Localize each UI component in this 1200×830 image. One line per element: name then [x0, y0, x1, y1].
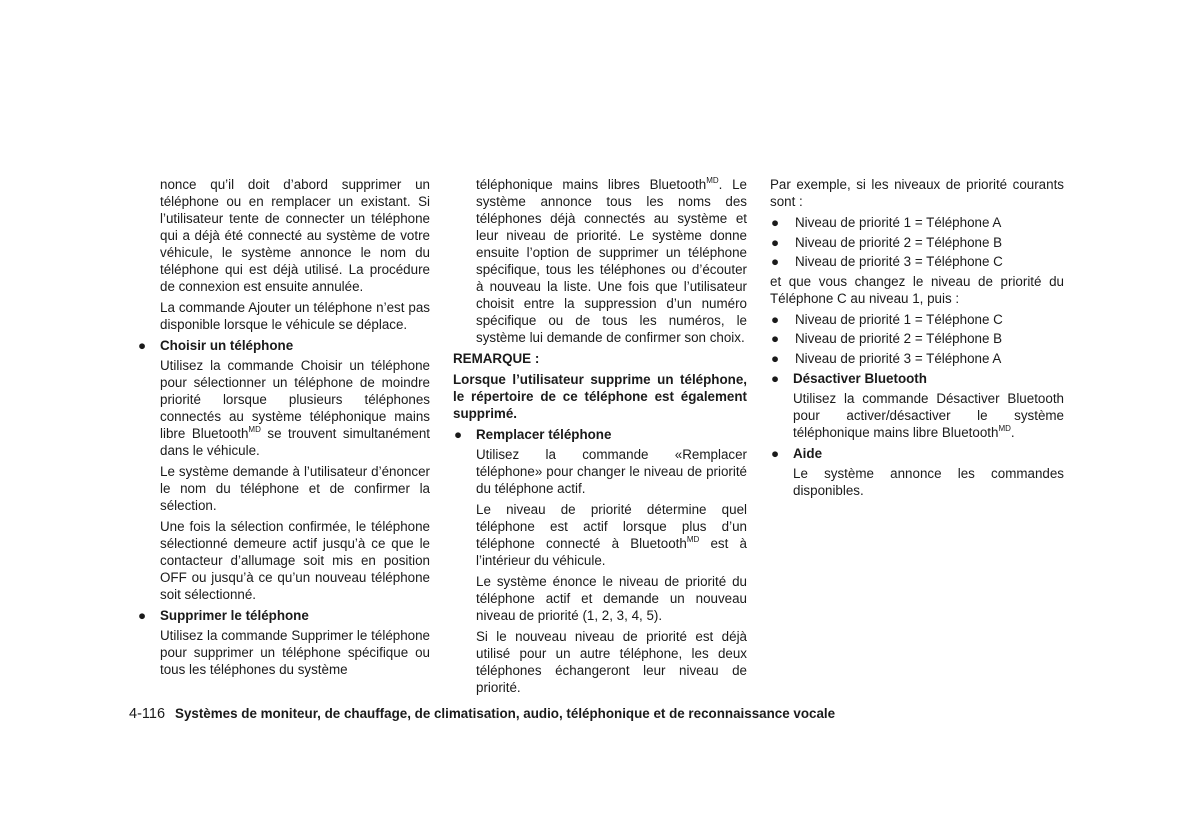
text: Utilisez la commande Désactiver Bluetooth pour activer/désactiver le système téléphonique mains libre Bluetooth [793, 390, 1064, 440]
chapter-title: Systèmes de moniteur, de chauffage, de climatisation, audio, téléphonique et de reconnaissance vocale [175, 706, 836, 721]
page-number: 4-116 [129, 706, 166, 722]
bullet-icon: ● [771, 254, 780, 270]
heading-text: Remplacer téléphone [476, 427, 612, 442]
paragraph: Le système énonce le niveau de priorité du téléphone actif et demande un nouveau niveau de priorité (1, 2, 3, 4, 5). [476, 574, 747, 623]
list-item [770, 350, 1064, 367]
paragraph: et que vous changez le niveau de priorité du Téléphone C au niveau 1, puis : [770, 273, 1064, 306]
paragraph: nonce qu’il doit d’abord supprimer un téléphone ou en remplacer un existant. Si l’utilisateur tente de connecter un téléphone qui a déjà été connecté au système de votre véhicule, le système annonce le nom du téléphone qui est déjà utilisé. La procédure de connexion est ensuite annulée. [160, 177, 430, 294]
heading-text: Désactiver Bluetooth [793, 370, 927, 386]
list-item-text: Niveau de priorité 1 = Téléphone A [795, 215, 1002, 230]
section-heading-choose-phone [137, 337, 430, 354]
paragraph [453, 176, 747, 346]
section-heading-disable-bluetooth [770, 370, 1064, 387]
text: . [1010, 424, 1015, 440]
paragraph: La commande Ajouter un téléphone n’est pas disponible lorsque le véhicule se déplace. [160, 300, 430, 332]
list-item [770, 214, 1064, 231]
text: . Le système annonce tous les noms des téléphones déjà connectés au système et leur niveau de priorité. Le système donne ensuite l’option de supprimer un téléphone spécifique, tous les téléphones ou d’écouter à nouveau la liste. Une fois que l’utilisateur choisit entre la suppression d’un numéro spécifique ou de tous les numéros, le système lui demande de confirmer son choix. [476, 177, 747, 345]
section-heading-replace-phone [453, 426, 747, 443]
paragraph: Si le nouveau niveau de priorité est déjà utilisé pour un autre téléphone, les deux téléphones échangeront leur niveau de priorité. [476, 629, 747, 695]
column-2 [453, 176, 747, 700]
page-footer [129, 705, 835, 723]
list-item-text: Niveau de priorité 1 = Téléphone C [795, 311, 1003, 327]
bullet-icon: ● [771, 370, 780, 386]
paragraph: Par exemple, si les niveaux de priorité courants sont : [770, 177, 1064, 209]
column-3 [770, 176, 1064, 503]
list-item [770, 253, 1064, 270]
paragraph: Le système annonce les commandes disponibles. [793, 465, 1064, 498]
list-item [770, 234, 1064, 251]
paragraph [137, 357, 430, 459]
bullet-icon: ● [771, 350, 780, 366]
list-item [770, 330, 1064, 347]
superscript: MD [686, 535, 700, 544]
paragraph [770, 390, 1064, 441]
text: Le niveau de priorité détermine quel téléphone est actif lorsque plus d’un téléphone connecté à Bluetooth [476, 502, 747, 551]
bullet-icon: ● [771, 215, 780, 230]
section-heading-help [770, 445, 1064, 462]
column-1 [137, 176, 430, 682]
paragraph: Utilisez la commande «Remplacer téléphone» pour changer le niveau de priorité du téléphone actif. [476, 447, 747, 496]
superscript: MD [248, 425, 261, 434]
remark-title: REMARQUE : [453, 351, 540, 366]
list-item-text: Niveau de priorité 2 = Téléphone B [795, 234, 1003, 250]
text: téléphonique mains libres Bluetooth [476, 177, 707, 192]
bullet-icon: ● [771, 234, 780, 250]
heading-text: Choisir un téléphone [160, 338, 294, 353]
text: se trouvent simultanément dans le véhicule. [160, 426, 430, 458]
list-item-text: Niveau de priorité 2 = Téléphone B [795, 331, 1003, 347]
paragraph [453, 501, 747, 569]
paragraph: Une fois la sélection confirmée, le téléphone sélectionné demeure actif jusqu’à ce que le contacteur d’allumage soit mis en position OFF ou jusqu’à ce qu’un nouveau téléphone soit sélectionné. [160, 519, 430, 602]
text: Utilisez la commande Choisir un téléphone pour sélectionner un téléphone de moindre priorité lorsque plusieurs téléphones connectés au système téléphonique mains libre Bluetooth [160, 358, 430, 441]
superscript: MD [706, 176, 719, 185]
bullet-icon: ● [771, 445, 780, 461]
bullet-icon: ● [138, 608, 147, 623]
paragraph: Utilisez la commande Supprimer le téléphone pour supprimer un téléphone spécifique ou tous les téléphones du système [160, 628, 430, 677]
paragraph: Le système demande à l’utilisateur d’énoncer le nom du téléphone et de confirmer la sélection. [160, 464, 430, 513]
bullet-icon: ● [454, 427, 463, 442]
bullet-icon: ● [771, 331, 780, 347]
text: est à l’intérieur du véhicule. [476, 536, 747, 568]
heading-text: Aide [793, 445, 823, 461]
list-item-text: Niveau de priorité 3 = Téléphone A [795, 350, 1002, 366]
section-heading-delete-phone [137, 607, 430, 624]
remark-text: Lorsque l’utilisateur supprime un téléphone, le répertoire de ce téléphone est également supprimé. [453, 372, 747, 421]
list-item-text: Niveau de priorité 3 = Téléphone C [795, 254, 1003, 270]
list-item [770, 311, 1064, 328]
bullet-icon: ● [138, 338, 147, 353]
bullet-icon: ● [771, 311, 780, 327]
superscript: MD [998, 423, 1011, 433]
heading-text: Supprimer le téléphone [160, 608, 309, 623]
